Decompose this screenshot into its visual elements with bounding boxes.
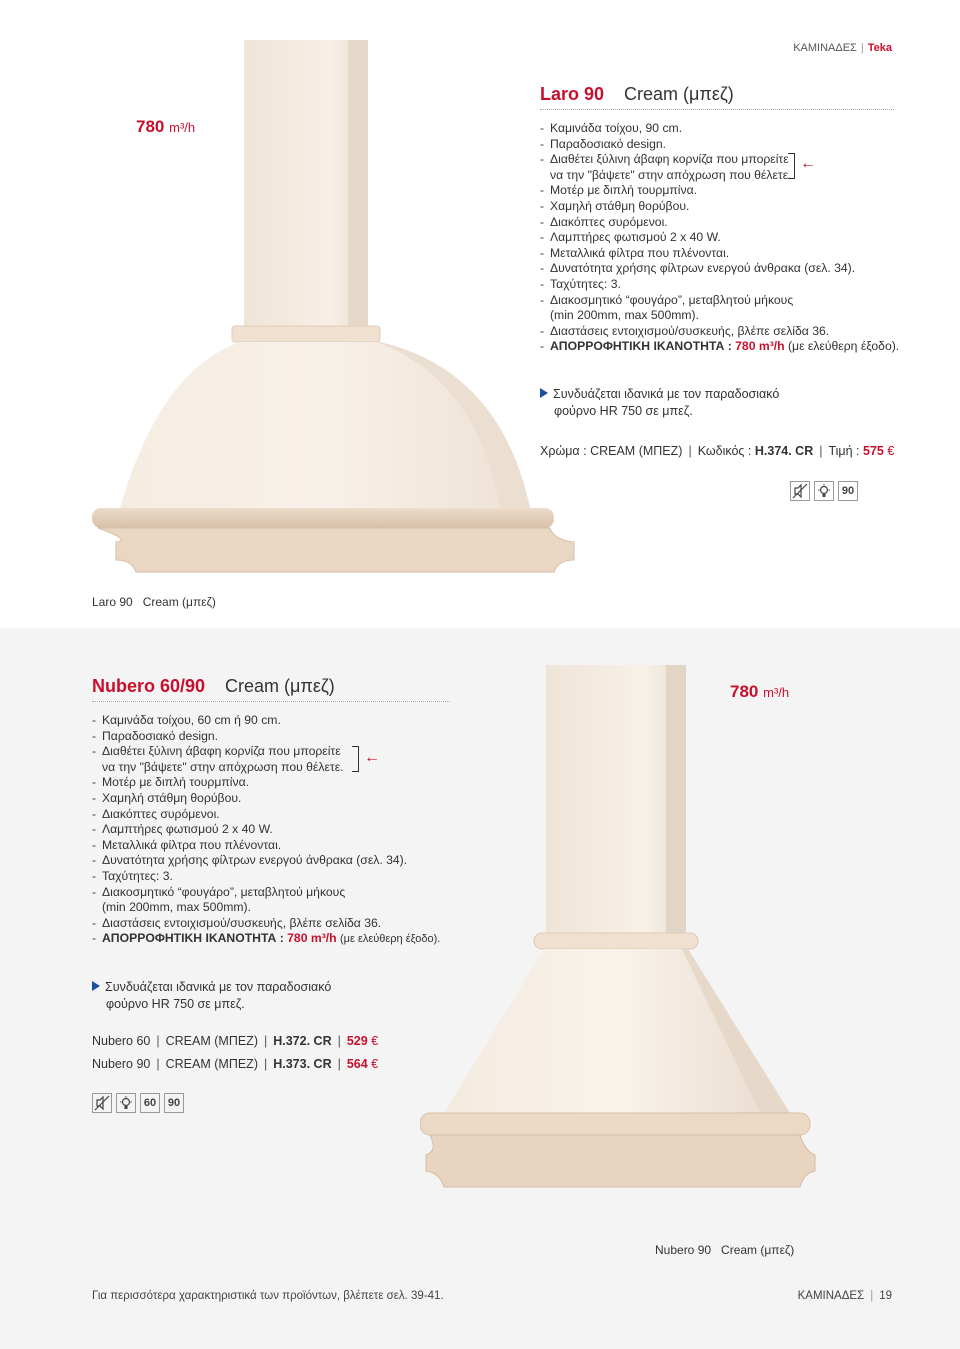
header-section: ΚΑΜΙΝΑΔΕΣ <box>793 42 857 54</box>
nubero-title <box>92 676 450 702</box>
nubero-model: Nubero 60/90 <box>92 676 206 696</box>
lightbulb-icon <box>116 1093 136 1113</box>
feature-item: - Καμινάδα τοίχου, 60 cm ή 90 cm. <box>92 713 281 727</box>
laro-combo-note: Συνδυάζεται ιδανικά με τον παραδοσιακό φούρνο HR 750 σε μπεζ. <box>540 386 779 420</box>
footer-page: ΚΑΜΙΝΑΔΕΣ | 19 <box>797 1290 892 1302</box>
nubero-combo-note: Συνδυάζεται ιδανικά με τον παραδοσιακό φούρνο HR 750 σε μπεζ. <box>92 979 331 1013</box>
feature-item: - Χαμηλή στάθμη θορύβου. <box>540 198 690 213</box>
no-noise-icon <box>790 481 810 501</box>
feature-item: να την "βάψετε" στην απόχρωση που θέλετε. <box>102 759 344 774</box>
feature-item: - Διακοσμητικό “φουγάρο”, μεταβλητού μήκους <box>92 884 346 899</box>
feature-item: - Διαστάσεις εντοιχισμού/συσκευής, βλέπε σελίδα 36. <box>92 915 382 930</box>
feature-item: - Διαστάσεις εντοιχισμού/συσκευής, βλέπε σελίδα 36. <box>540 323 830 338</box>
laro-capacity: 780 m³/h <box>136 117 196 136</box>
feature-item: - Δυνατότητα χρήσης φίλτρων ενεργού άνθρακα (σελ. 34). <box>540 261 856 276</box>
laro-model: Laro 90 <box>540 84 605 104</box>
nubero-price-row: Nubero 90 | CREAM (ΜΠΕΖ) | H.373. CR | 564 € <box>92 1057 379 1071</box>
feature-item: - Λαμπτήρες φωτισμού 2 x 40 W. <box>540 230 721 245</box>
feature-item: να την "βάψετε" στην απόχρωση που θέλετε. <box>550 167 792 182</box>
feature-item-absorption: - ΑΠΟΡΡΟΦΗΤΙΚΗ ΙΚΑΝΟΤΗΤΑ : 780 m³/h (με ελεύθερη έξοδο). <box>92 931 441 946</box>
feature-item: - Μοτέρ με διπλή τουρμπίνα. <box>540 183 698 198</box>
feature-item: - Ταχύτητες: 3. <box>92 868 173 883</box>
wood-frame-base <box>98 528 574 572</box>
wood-frame-top <box>92 508 554 528</box>
wood-frame-base <box>426 1135 815 1187</box>
laro-variant: Cream (μπεζ) <box>624 84 734 104</box>
laro-caption: Laro 90 Cream (μπεζ) <box>92 595 216 609</box>
nubero-icons <box>92 1093 184 1113</box>
frame-bracket <box>352 746 359 772</box>
hood-canopy <box>120 342 530 508</box>
feature-item: - Μεταλλικά φίλτρα που πλένονται. <box>540 245 730 260</box>
laro-title <box>540 84 894 110</box>
feature-item: - Διακόπτες συρόμενοι. <box>92 806 220 821</box>
feature-item: - Χαμηλή στάθμη θορύβου. <box>92 790 242 805</box>
frame-bracket <box>788 153 795 179</box>
nubero-price-row: Nubero 60 | CREAM (ΜΠΕΖ) | H.372. CR | 529 € <box>92 1034 379 1048</box>
page-number: 19 <box>879 1290 892 1302</box>
nubero-hood-image <box>420 665 900 1220</box>
arrow-left-icon: ← <box>364 749 380 766</box>
arrow-left-icon: ← <box>800 155 816 172</box>
feature-item: (min 200mm, max 500mm). <box>102 900 251 915</box>
page-header: ΚΑΜΙΝΑΔΕΣ | Teka <box>793 42 892 54</box>
feature-item: - Διαθέτει ξύλινη άβαφη κορνίζα που μπορείτε <box>92 744 341 759</box>
size-60-badge: 60 <box>140 1093 160 1113</box>
chimney <box>546 665 686 935</box>
feature-item: - Μεταλλικά φίλτρα που πλένονται. <box>92 837 282 852</box>
laro-icons <box>790 481 858 501</box>
feature-item: - Μοτέρ με διπλή τουρμπίνα. <box>92 775 250 790</box>
triangle-marker-icon <box>92 981 100 991</box>
wood-frame-top <box>420 1113 810 1135</box>
triangle-marker-icon <box>540 388 548 398</box>
laro-info-line: Χρώμα : CREAM (ΜΠΕΖ) | Κωδικός : H.374. CR | Τιμή : 575 € <box>540 444 895 458</box>
chimney-collar <box>232 326 380 342</box>
header-brand: Teka <box>867 42 892 54</box>
feature-item: - Διαθέτει ξύλινη άβαφη κορνίζα που μπορείτε <box>540 152 789 167</box>
feature-item-absorption: - ΑΠΟΡΡΟΦΗΤΙΚΗ ΙΚΑΝΟΤΗΤΑ : 780 m³/h (με ελεύθερη έξοδο). <box>540 339 900 354</box>
nubero-caption: Nubero 90 Cream (μπεζ) <box>655 1243 795 1257</box>
size-90-badge: 90 <box>164 1093 184 1113</box>
feature-item: - Λαμπτήρες φωτισμού 2 x 40 W. <box>92 822 273 837</box>
footer-note: Για περισσότερα χαρακτηριστικά των προϊόντων, βλέπετε σελ. 39-41. <box>92 1290 444 1302</box>
feature-item: - Δυνατότητα χρήσης φίλτρων ενεργού άνθρακα (σελ. 34). <box>92 853 408 868</box>
nubero-variant: Cream (μπεζ) <box>225 676 335 696</box>
feature-item: - Διακοσμητικό “φουγάρο”, μεταβλητού μήκους <box>540 292 794 307</box>
feature-item: (min 200mm, max 500mm). <box>550 308 699 323</box>
feature-item: - Παραδοσιακό design. <box>540 136 667 151</box>
feature-item: - Καμινάδα τοίχου, 90 cm. <box>540 121 683 135</box>
laro-features <box>540 121 899 355</box>
feature-item: - Ταχύτητες: 3. <box>540 276 621 291</box>
no-noise-icon <box>92 1093 112 1113</box>
nubero-features <box>92 713 440 948</box>
feature-item: - Διακόπτες συρόμενοι. <box>540 214 668 229</box>
chimney-collar <box>534 933 698 949</box>
size-90-badge: 90 <box>838 481 858 501</box>
nubero-capacity: 780 m³/h <box>730 682 790 701</box>
feature-item: - Παραδοσιακό design. <box>92 728 219 743</box>
lightbulb-icon <box>814 481 834 501</box>
